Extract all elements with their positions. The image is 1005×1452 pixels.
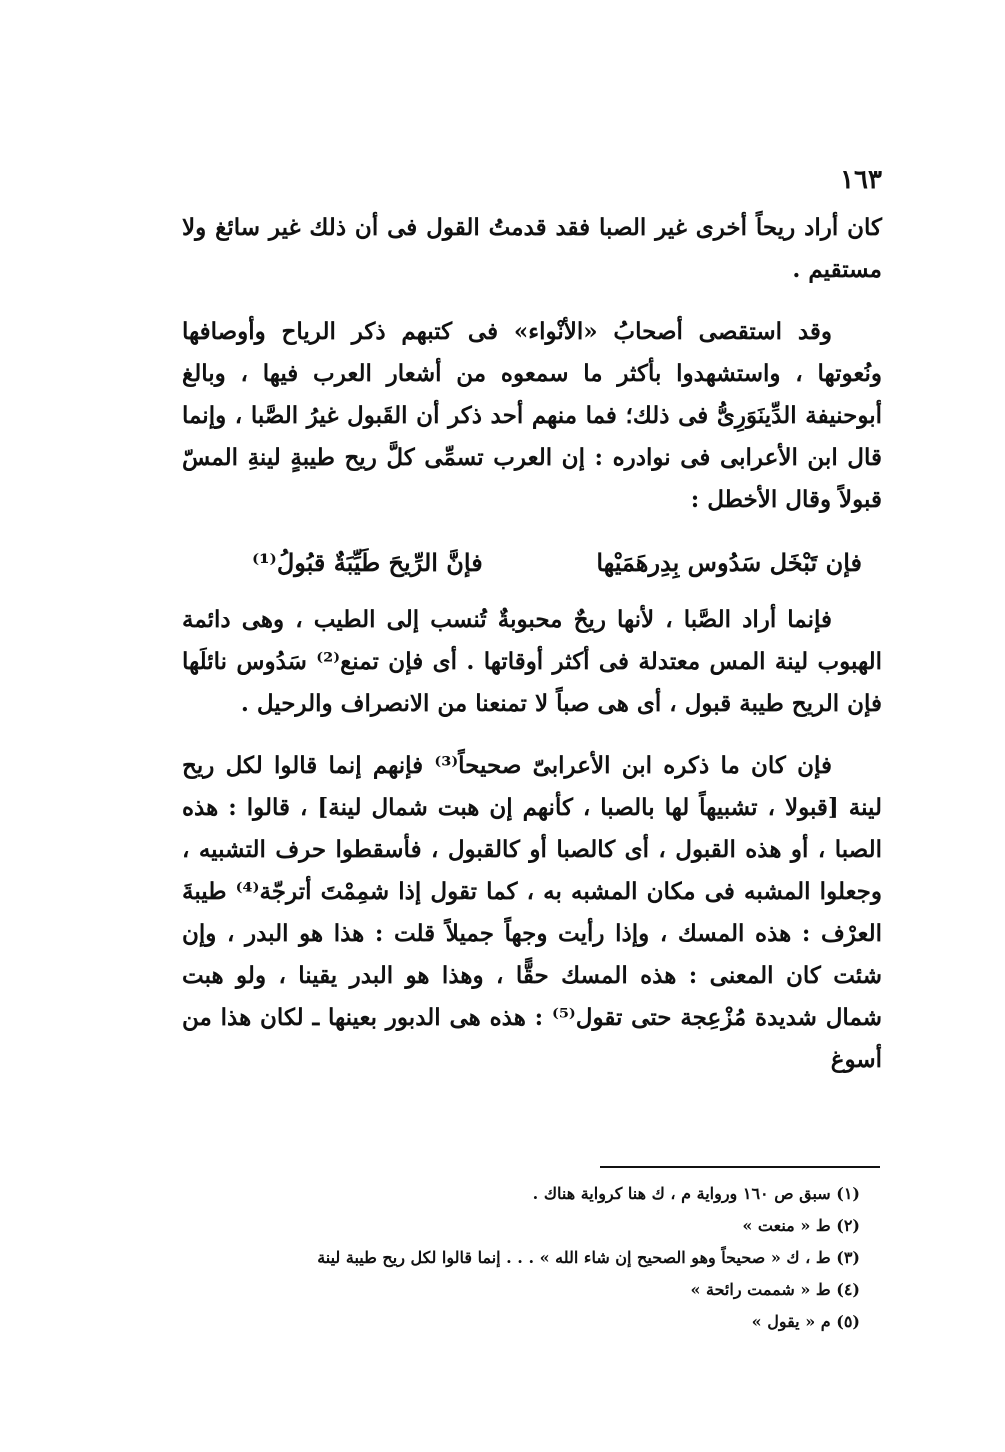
main-text xyxy=(182,207,882,1101)
paragraph-3: فإنما أراد الصَّبا ، لأنها ريحٌ محبوبةٌ تُنسب إلى الطيب ، وهى دائمة الهبوب لينة المس معتدلة فى أكثر أوقاتها . أى فإن تمنع⁽²⁾ سَدُوس نائلَها فإن الريح طيبة قبول ، أى هى صباً لا تمنعنا من الانصراف والرحيل . xyxy=(182,606,882,717)
paragraph-4: فإن كان ما ذكره ابن الأعرابىّ صحيحاً⁽³⁾ فإنهم إنما قالوا لكل ريح لينة [قبولا ، تشبيهاً لها بالصبا ، كأنهم إن هبت شمال لينة] ، قالوا : هذه الصبا ، أو هذه القبول ، أى كالصبا أو كالقبول ، فأسقطوا حرف التشبيه ، وجعلوا المشبه فى مكان المشبه به ، كما تقول إذا شمِمْتَ أترجّة⁽⁴⁾ طيبةَ العرْف : هذه المسك ، وإذا رأيت وجهاً جميلاً قلت : هذا هو البدر ، وإن شئت كان المعنى : هذه المسك حقًّا ، وهذا هو البدر يقينا ، ولو هبت شمال شديدة مُزْعِجة حتى تقول⁽⁵⁾ : هذه هى الدبور بعينها ـ لكان هذا من أسوغ xyxy=(182,752,883,1073)
paragraph-2: وقد استقصى أصحابُ «الأنْواء» فى كتبهم ذكر الرياح وأوصافها ونُعوتها ، واستشهدوا بأكثر ما سمعوه من أشعار العرب فيها ، وبالغ أبوحنيفة الدِّينَوَرِىُّ فى ذلك؛ فما منهم أحد ذكر أن القَبول غيرُ الصَّبا ، وإنما قال ابن الأعرابى فى نوادره : إن العرب تسمِّى كلَّ ريح طيبةٍ لينةِ المسّ قبولاً وقال الأخطل : xyxy=(182,318,882,513)
footnote-4: (٤) ط « شممت رائحة » xyxy=(690,1280,860,1299)
footnote-divider xyxy=(600,1166,880,1168)
verse-first-hemistich: فإن تَبْخَل سَدُوس بِدِرهَمَيْها xyxy=(596,548,862,577)
footnotes xyxy=(200,1178,860,1338)
poetry-verse xyxy=(252,541,862,585)
paragraph-1: كان أراد ريحاً أخرى غير الصبا فقد قدمتُ القول فى أن ذلك غير سائغ ولا مستقيم . xyxy=(182,214,882,283)
footnote-3: (٣) ط ، ك « صحيحاً وهو الصحيح إن شاء الله » . . . إنما قالوا لكل ريح طيبة لينة xyxy=(317,1248,860,1267)
footnote-1: (١) سبق ص ١٦٠ ورواية م ، ك هنا كرواية هناك . xyxy=(532,1184,860,1203)
footnote-5: (٥) م « يقول » xyxy=(751,1312,860,1331)
page-number: ١٦٣ xyxy=(840,165,882,195)
footnote-2: (٢) ط « منعت » xyxy=(742,1216,860,1235)
verse-second-hemistich: فإنَّ الرِّيحَ طَيِّبَةٌ قبُولُ⁽¹⁾ xyxy=(252,548,483,577)
